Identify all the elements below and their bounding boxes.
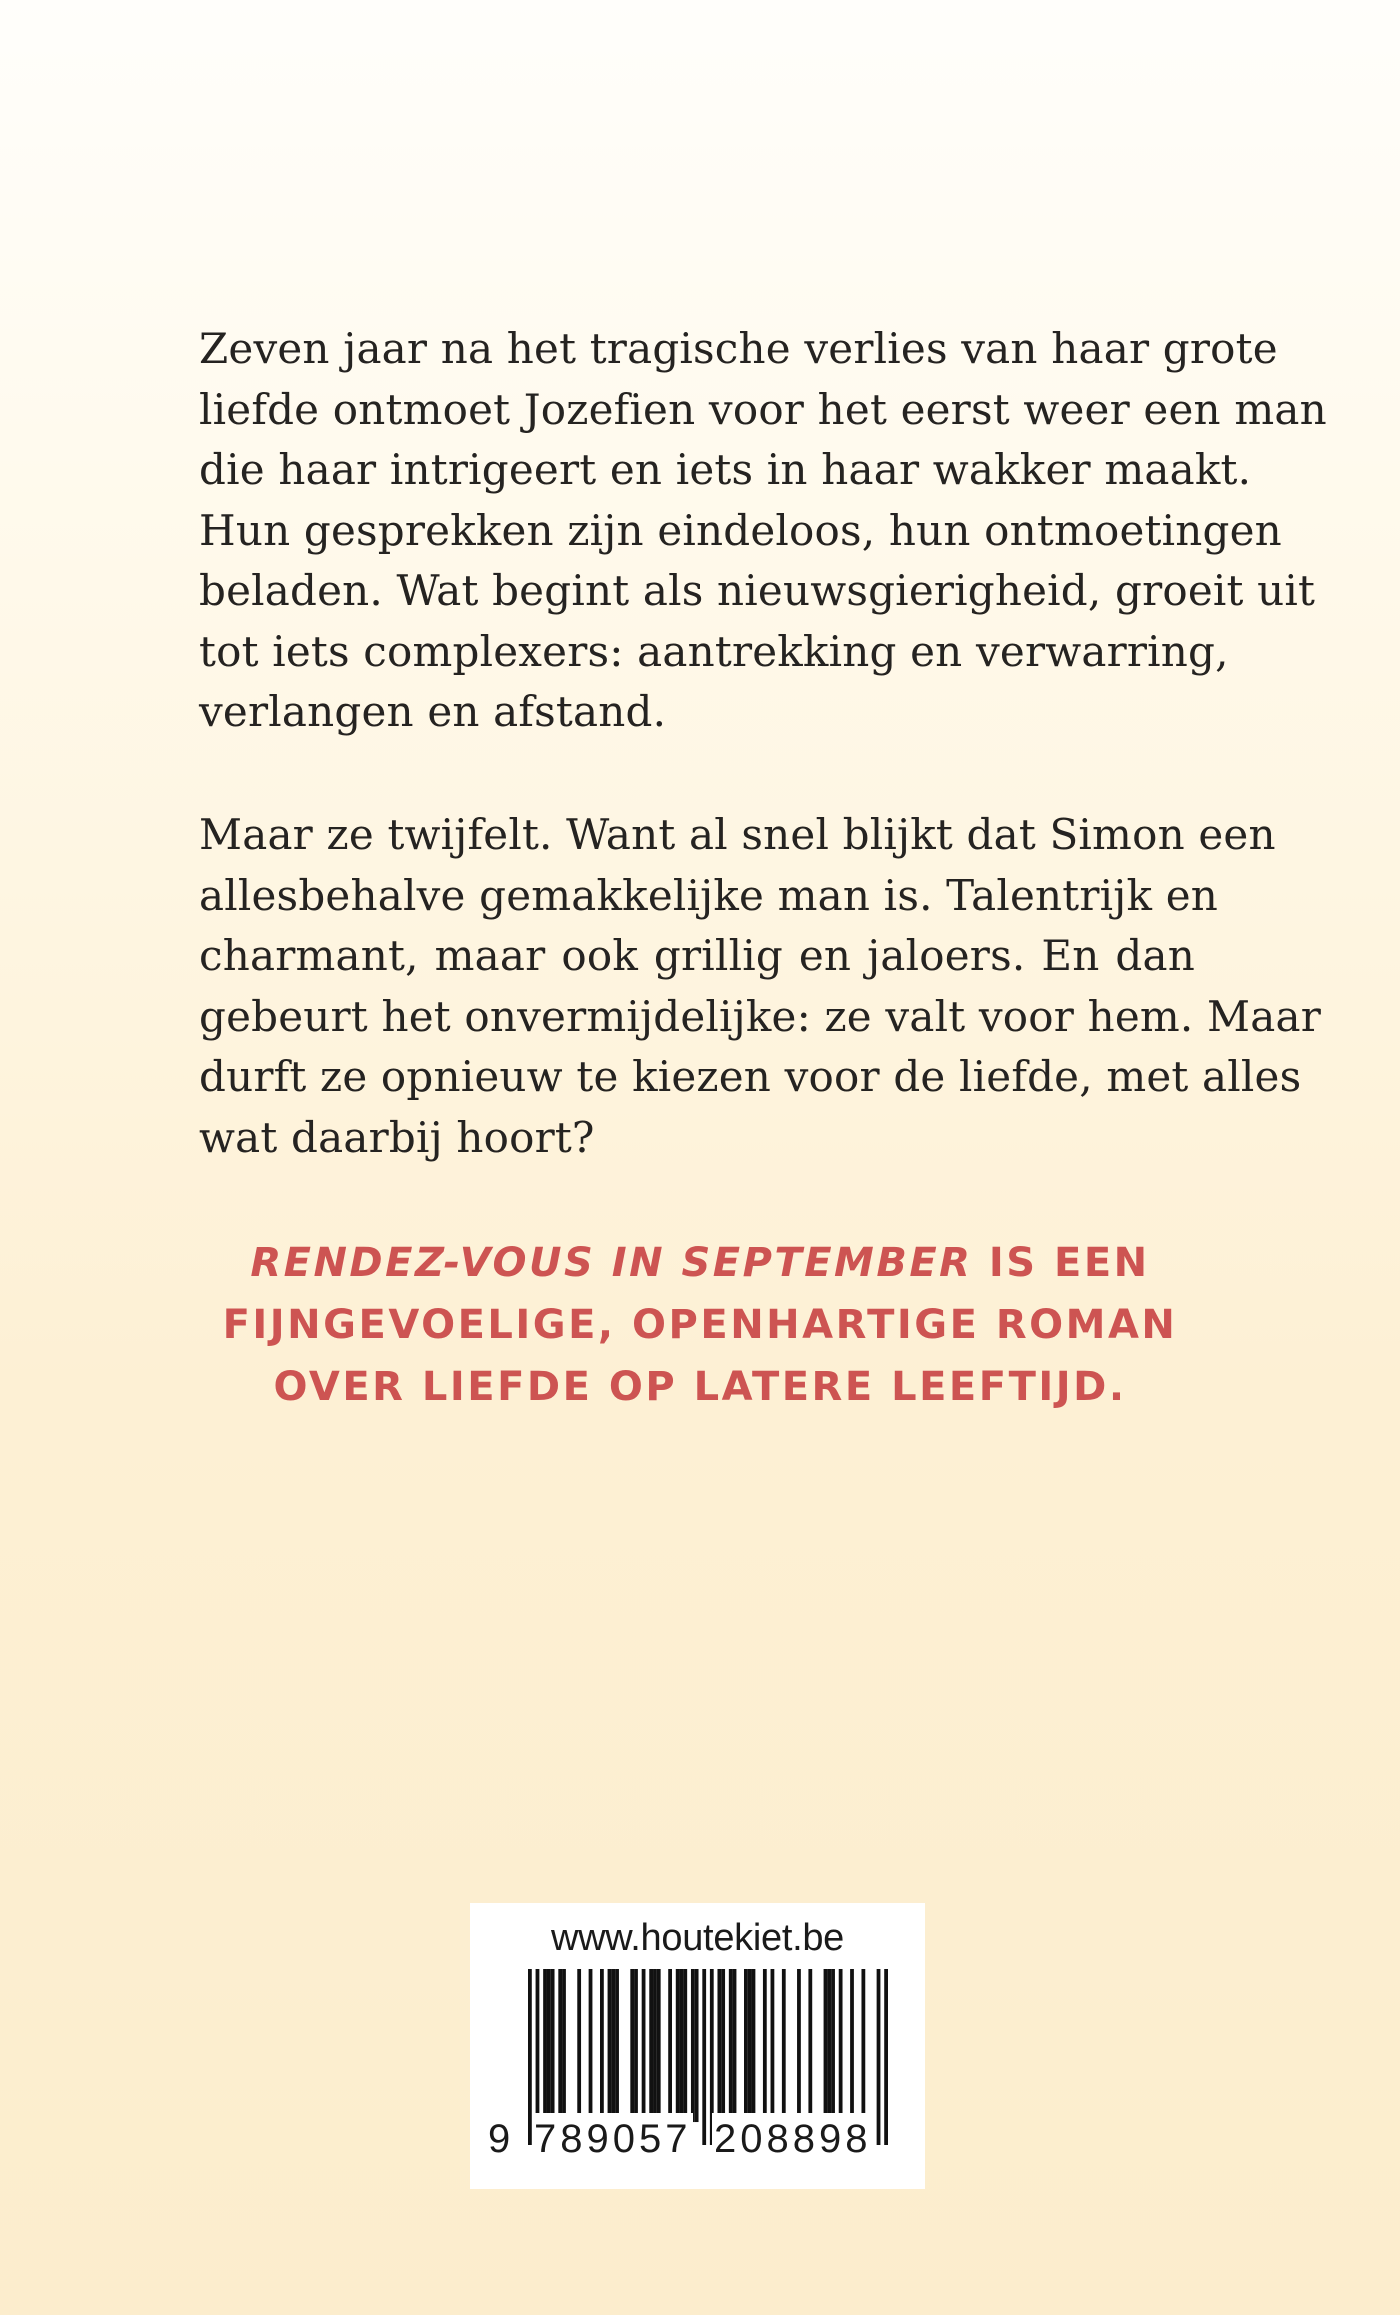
isbn-digits-right: 208898 [712, 2113, 873, 2165]
isbn-digits [488, 2113, 898, 2165]
blurb-line: die haar intrigeert en iets in haar wakker maakt. [199, 445, 1252, 494]
blurb-line: Hun gesprekken zijn eindeloos, hun ontmoetingen [199, 505, 1282, 555]
barcode-bar [543, 1969, 547, 2122]
barcode-bar [577, 1969, 581, 2122]
barcode-bar [808, 1969, 812, 2122]
barcode-bar [827, 1969, 831, 2122]
blurb-line: wat daarbij hoort? [199, 1112, 595, 1162]
blurb-paragraph-2 [199, 805, 1321, 1168]
barcode-bar [653, 1969, 657, 2122]
blurb-line: charmant, maar ook grillig en jaloers. En dan [199, 931, 1195, 980]
blurb-line: Maar ze twijfelt. Want al snel blijkt dat Simon een [199, 810, 1276, 859]
barcode-bar [683, 1969, 687, 2122]
blurb-line: allesbehalve gemakkelijke man is. Talentrijk en [199, 870, 1219, 920]
barcode-label [470, 1903, 925, 2189]
blurb-line: gebeurt het onvermijdelijke: ze valt voor hem. Maar [199, 991, 1321, 1041]
blurb-line: Zeven jaar na het tragische verlies van haar grote [199, 324, 1278, 373]
tagline-line-2: FIJNGEVOELIGE, OPENHARTIGE ROMAN [222, 1302, 1178, 1348]
barcode-bar [797, 1969, 801, 2122]
barcode-bar [608, 1969, 612, 2122]
barcode-bar [668, 1969, 672, 2122]
barcode-bar [771, 1969, 775, 2122]
barcode-bar [547, 1969, 551, 2122]
barcode-bar [752, 1969, 756, 2122]
barcode-bar [562, 1969, 566, 2122]
blurb-line: tot iets complexers: aantrekking en verwarring, [199, 626, 1229, 676]
isbn-digit-lead: 9 [488, 2113, 514, 2165]
barcode-bar [717, 1969, 721, 2122]
barcode-bar [615, 1969, 619, 2122]
barcode-bar [680, 1969, 684, 2122]
barcode-bar [839, 1969, 843, 2122]
barcode-bar [721, 1969, 725, 2122]
barcode-bar [861, 1969, 865, 2122]
blurb-paragraph-1 [199, 319, 1327, 743]
barcode-bar [634, 1969, 638, 2122]
barcode-bar [831, 1969, 835, 2122]
barcode-bar [676, 1969, 680, 2122]
barcode-bar [600, 1969, 604, 2122]
barcode-bar [748, 1969, 752, 2122]
barcode-bar [733, 1969, 737, 2122]
tagline-line-1-rest: IS EEN [972, 1240, 1150, 1286]
blurb-line: beladen. Wat begint als nieuwsgierigheid, groeit uit [199, 566, 1316, 615]
book-title: RENDEZ-VOUS IN SEPTEMBER [250, 1240, 973, 1286]
barcode-bar [850, 1969, 854, 2122]
blurb-line: durft ze opnieuw te kiezen voor de liefde, met alles [199, 1052, 1302, 1101]
barcode-bar [782, 1969, 786, 2122]
barcode-bar [630, 1969, 634, 2122]
barcode-bar [649, 1969, 653, 2122]
tagline-line-1 [200, 1232, 1200, 1294]
barcode-bar [695, 1969, 699, 2122]
barcode-bar [691, 1969, 695, 2122]
isbn-digits-left: 789057 [532, 2113, 693, 2165]
tagline [200, 1232, 1200, 1418]
barcode-bar [763, 1969, 767, 2122]
barcode-bar [558, 1969, 562, 2122]
barcode-bar [744, 1969, 748, 2122]
barcode-bar [589, 1969, 593, 2122]
barcode-bar [657, 1969, 661, 2122]
barcode-bar [551, 1969, 555, 2122]
barcode-bar [824, 1969, 828, 2122]
blurb-line: liefde ontmoet Jozefien voor het eerst weer een man [199, 384, 1327, 434]
blurb-line: verlangen en afstand. [199, 687, 667, 736]
publisher-url: www.houtekiet.be [550, 1917, 845, 1959]
barcode-bar [642, 1969, 646, 2122]
barcode-bar [729, 1969, 733, 2122]
tagline-line-3: OVER LIEFDE OP LATERE LEEFTIJD. [273, 1364, 1127, 1410]
barcode-bar [611, 1969, 615, 2122]
